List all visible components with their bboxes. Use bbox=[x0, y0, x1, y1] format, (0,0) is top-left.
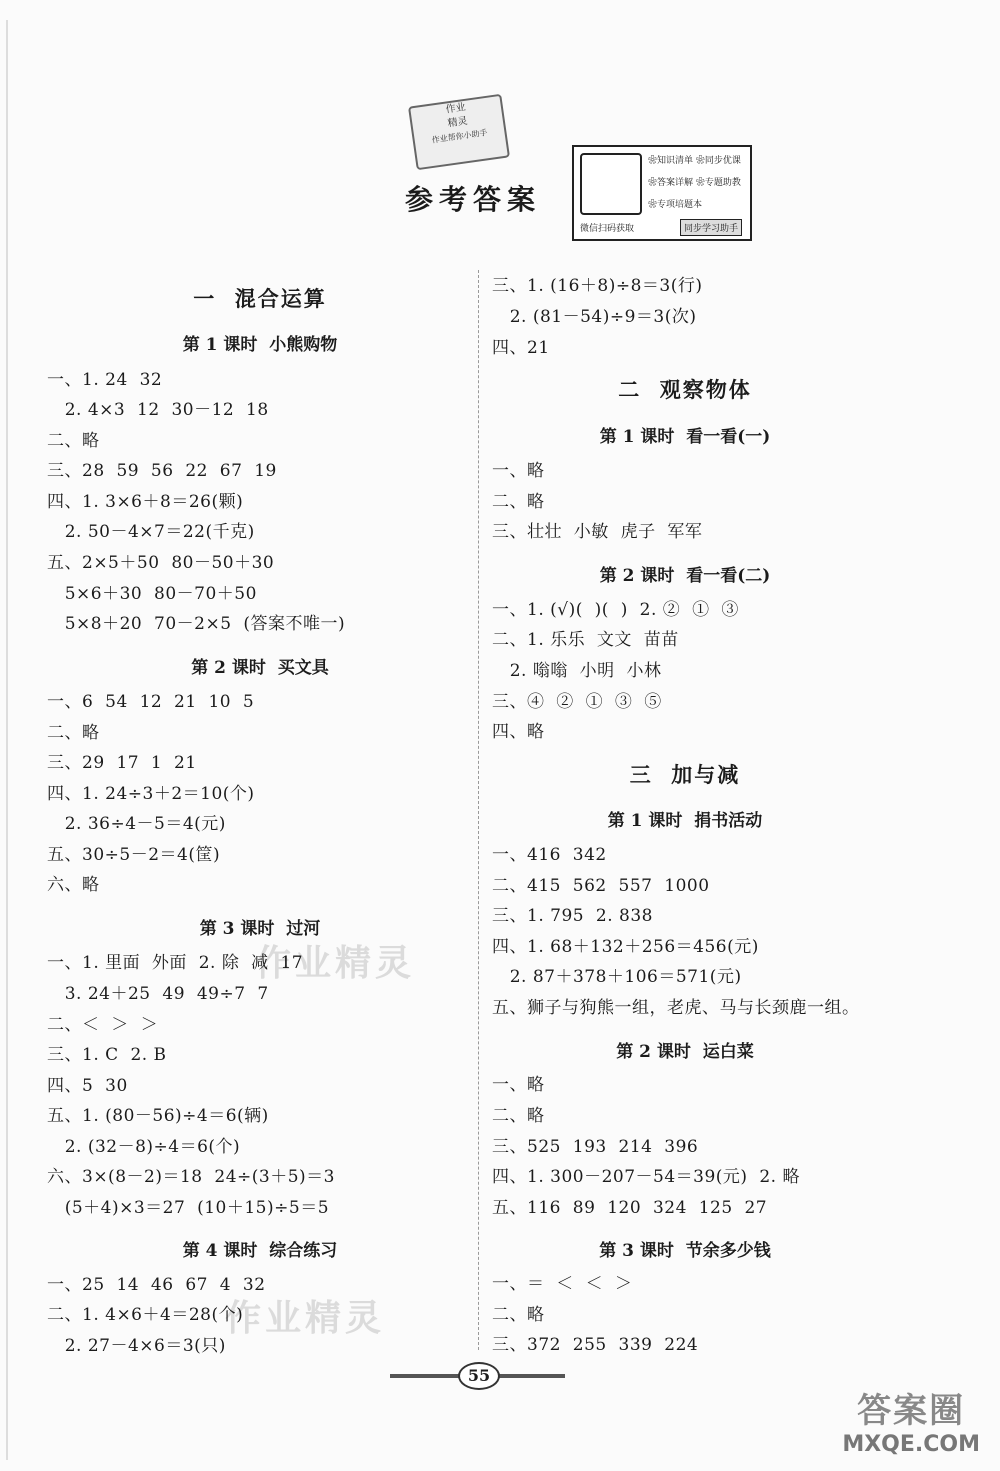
answer-line: 二、1. 乐乐 文文 苗苗 bbox=[492, 630, 679, 650]
lesson-heading: 第 3 课时 节余多少钱 bbox=[599, 1241, 771, 1261]
answer-line: 2. (32－8)÷4＝6(个) bbox=[47, 1137, 241, 1157]
answer-line: 六、略 bbox=[47, 875, 100, 895]
answer-line: 2. 50－4×7＝22(千克) bbox=[47, 522, 255, 542]
answer-line: 一、1. 24 32 bbox=[47, 370, 163, 390]
answer-line: 二、略 bbox=[492, 492, 545, 512]
answer-line: 二、1. 4×6＋4＝28(个) bbox=[47, 1305, 244, 1325]
lesson-heading: 第 1 课时 捐书活动 bbox=[607, 811, 763, 831]
page-title: 参考答案 bbox=[405, 183, 542, 216]
qr-line-3: ❀专项培题本 bbox=[648, 200, 703, 210]
page-edge bbox=[6, 20, 8, 1460]
answer-line: 5×6＋30 80－70＋50 bbox=[47, 584, 257, 604]
lesson-heading: 第 1 课时 看一看(一) bbox=[599, 427, 771, 447]
answer-line: 2. (81－54)÷9＝3(次) bbox=[492, 307, 697, 327]
qr-caption: 微信扫码获取 bbox=[580, 224, 635, 234]
answer-line: 一、416 342 bbox=[492, 845, 607, 865]
lesson-heading: 第 4 课时 综合练习 bbox=[182, 1241, 338, 1261]
qr-code-icon bbox=[580, 153, 642, 215]
answer-line: 2. 27－4×6＝3(只) bbox=[47, 1336, 226, 1356]
lesson-heading: 第 2 课时 运白菜 bbox=[616, 1042, 754, 1062]
answer-line: 二、略 bbox=[492, 1106, 545, 1126]
answer-line: 一、6 54 12 21 10 5 bbox=[47, 692, 255, 712]
lesson-heading: 第 1 课时 小熊购物 bbox=[182, 335, 338, 355]
answer-line: 三、29 17 1 21 bbox=[47, 753, 197, 773]
page-number-ornament bbox=[390, 1362, 565, 1388]
answer-line: 四、1. 24÷3＋2＝10(个) bbox=[47, 784, 255, 804]
column-divider bbox=[478, 270, 480, 1350]
answer-line: 五、狮子与狗熊一组，老虎、马与长颈鹿一组。 bbox=[492, 998, 860, 1018]
watermark: 作业精灵 bbox=[255, 942, 416, 984]
section-heading: 一 混合运算 bbox=[193, 286, 327, 311]
lesson-heading: 第 3 课时 过河 bbox=[199, 919, 321, 939]
answer-line: 二、略 bbox=[47, 723, 100, 743]
answer-line: 三、1. (16＋8)÷8＝3(行) bbox=[492, 276, 703, 296]
answer-line: 3. 24＋25 49 49÷7 7 bbox=[47, 984, 269, 1004]
answer-line: (5＋4)×3＝27 (10＋15)÷5＝5 bbox=[47, 1198, 330, 1218]
answer-line: 四、1. 300－207－54＝39(元) 2. 略 bbox=[492, 1167, 800, 1187]
answer-line: 四、21 bbox=[492, 338, 550, 358]
qr-helper-button[interactable]: 同步学习助手 bbox=[680, 219, 742, 236]
qr-line-2: ❀答案详解 ❀专题助教 bbox=[648, 178, 741, 188]
section-heading: 三 加与减 bbox=[629, 762, 741, 787]
answer-line: 一、略 bbox=[492, 461, 545, 481]
answer-line: 三、壮壮 小敏 虎子 军军 bbox=[492, 522, 703, 542]
answer-line: 一、25 14 46 67 4 32 bbox=[47, 1275, 266, 1295]
answer-line: 2. 嗡嗡 小明 小林 bbox=[492, 661, 662, 681]
answer-line: 四、略 bbox=[492, 722, 545, 742]
qr-promo-box[interactable] bbox=[572, 145, 752, 241]
answer-line: 四、1. 3×6＋8＝26(颗) bbox=[47, 492, 244, 512]
lesson-heading: 第 2 课时 看一看(二) bbox=[599, 566, 771, 586]
site-logo bbox=[842, 1383, 980, 1457]
stamp-logo bbox=[408, 94, 510, 170]
answer-line: 三、525 193 214 396 bbox=[492, 1137, 699, 1157]
answer-line: 二、415 562 557 1000 bbox=[492, 876, 710, 896]
answer-line: 二、略 bbox=[47, 431, 100, 451]
answer-line: 三、372 255 339 224 bbox=[492, 1335, 699, 1355]
logo-url: MXQE.COM bbox=[842, 1432, 980, 1457]
answer-line: 三、1. 795 2. 838 bbox=[492, 906, 653, 926]
answer-line: 五、1. (80－56)÷4＝6(辆) bbox=[47, 1106, 269, 1126]
lesson-heading: 第 2 课时 买文具 bbox=[191, 658, 329, 678]
section-heading: 二 观察物体 bbox=[618, 377, 752, 402]
answer-line: 一、略 bbox=[492, 1075, 545, 1095]
logo-text: 答案圈 bbox=[857, 1391, 966, 1431]
answer-line: 2. 36÷4－5＝4(元) bbox=[47, 814, 226, 834]
answer-line: 三、28 59 56 22 67 19 bbox=[47, 461, 277, 481]
answer-line: 五、2×5＋50 80－50＋30 bbox=[47, 553, 275, 573]
page-number: 55 bbox=[458, 1362, 500, 1390]
answer-line: 一、＝ ＜ ＜ ＞ bbox=[492, 1274, 633, 1294]
answer-line: 四、5 30 bbox=[47, 1076, 128, 1096]
answer-line: 四、1. 68＋132＋256＝456(元) bbox=[492, 937, 759, 957]
answer-line: 2. 87＋378＋106＝571(元) bbox=[492, 967, 742, 987]
answer-line: 五、30÷5－2＝4(筐) bbox=[47, 845, 221, 865]
answer-line: 六、3×(8－2)＝18 24÷(3＋5)＝3 bbox=[47, 1167, 335, 1187]
qr-line-1: ❀知识清单 ❀同步优课 bbox=[648, 156, 741, 166]
answer-line: 一、1. (√)( )( ) 2. ② ① ③ bbox=[492, 600, 739, 620]
answer-line: 2. 4×3 12 30－12 18 bbox=[47, 400, 269, 420]
answer-line: 5×8＋20 70－2×5 (答案不唯一) bbox=[47, 614, 346, 634]
answer-line: 二、略 bbox=[492, 1305, 545, 1325]
answer-line: 三、④ ② ① ③ ⑤ bbox=[492, 692, 662, 712]
watermark: 作业精灵 bbox=[225, 1297, 386, 1339]
stamp-line-3: 作业帮你小助手 bbox=[431, 128, 488, 145]
answer-line: 五、116 89 120 324 125 27 bbox=[492, 1198, 768, 1218]
stamp-line-2: 精灵 bbox=[447, 115, 469, 130]
answer-line: 二、＜ ＞ ＞ bbox=[47, 1015, 159, 1035]
answer-line: 一、1. 里面 外面 2. 除 减 17 bbox=[47, 953, 304, 973]
stamp-line-1: 作业 bbox=[445, 101, 467, 116]
answer-line: 三、1. C 2. B bbox=[47, 1045, 167, 1065]
